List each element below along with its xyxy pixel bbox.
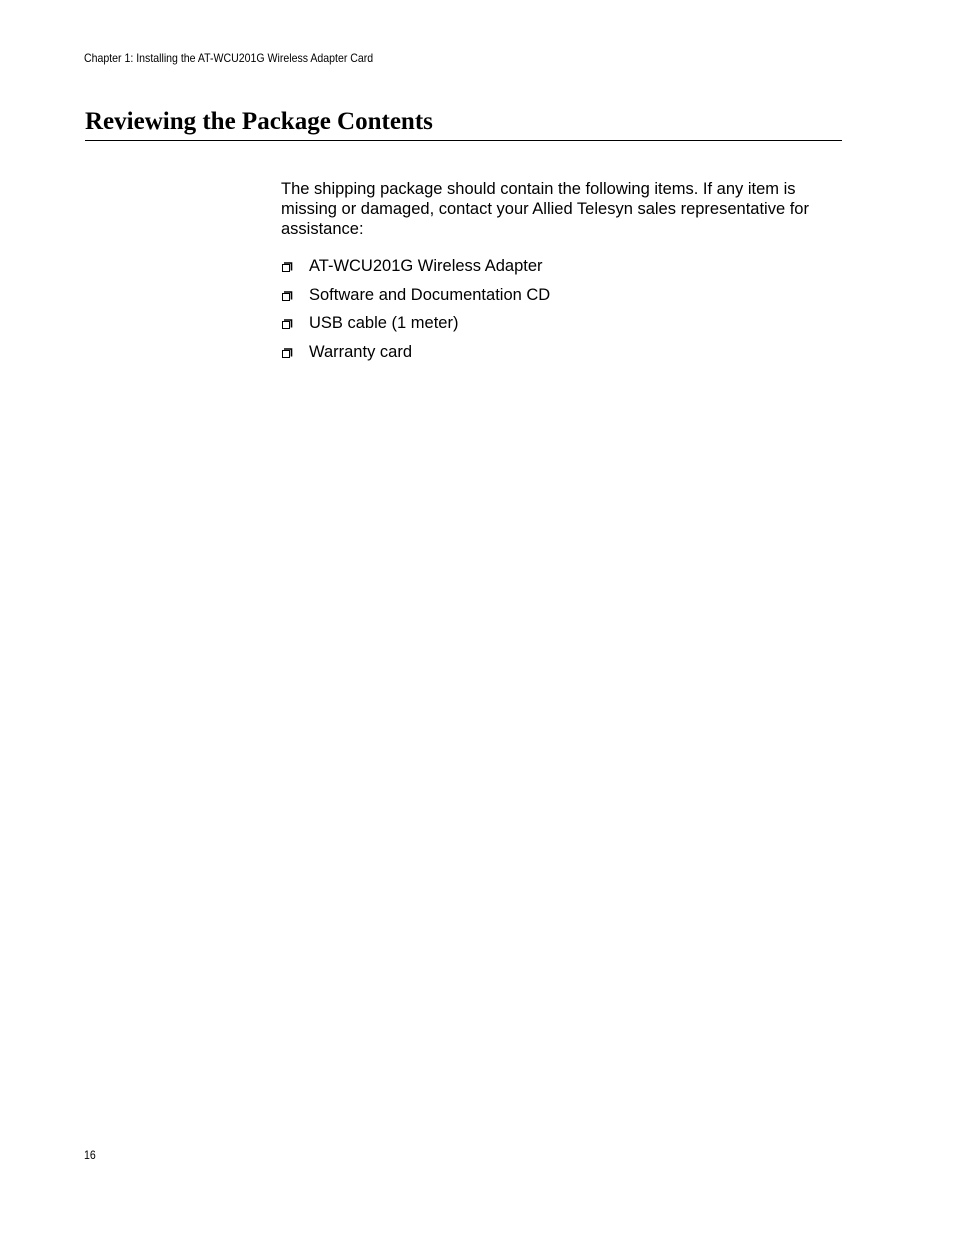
checkbox-square-icon xyxy=(281,284,309,306)
list-item xyxy=(281,341,550,370)
checkbox-square-icon xyxy=(281,255,309,277)
section-title: Reviewing the Package Contents xyxy=(85,108,433,135)
list-item xyxy=(281,284,550,313)
running-header: Chapter 1: Installing the AT-WCU201G Wireless Adapter Card xyxy=(84,51,374,65)
list-item-label: Warranty card xyxy=(309,342,412,361)
list-item-label: AT-WCU201G Wireless Adapter xyxy=(309,257,543,275)
package-contents-list xyxy=(281,255,550,369)
list-item xyxy=(281,312,550,341)
intro-paragraph: The shipping package should contain the following items. If any item is missing or damaged, contact your Allied Telesyn sales representative for assistance: xyxy=(281,180,809,238)
checkbox-square-icon xyxy=(281,312,309,334)
checkbox-square-icon xyxy=(281,341,309,363)
list-item-label: USB cable (1 meter) xyxy=(309,314,459,332)
page-number: 16 xyxy=(84,1148,96,1162)
list-item-label: Software and Documentation CD xyxy=(309,285,551,304)
list-item xyxy=(281,255,550,284)
title-rule xyxy=(85,140,842,141)
